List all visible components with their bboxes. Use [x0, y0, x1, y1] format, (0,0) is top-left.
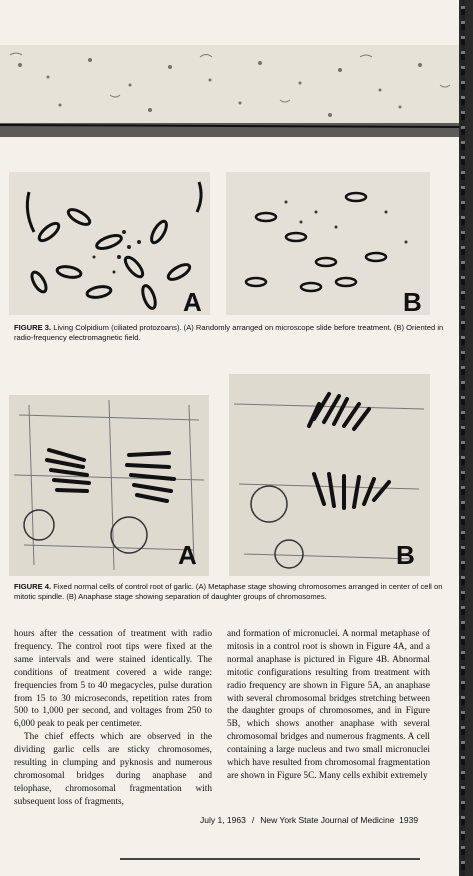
- body-right-column: [227, 628, 430, 783]
- figure3-panel-b-image: [226, 172, 430, 315]
- top-photo-strip: [0, 45, 459, 137]
- bottom-rule: [120, 858, 420, 860]
- figure3-caption-label: FIGURE 3.: [14, 323, 52, 332]
- left-paragraph-2: The chief effects which are observed in the dividing garlic cells are sticky chromosomes, resulting in clumping and pyknosis and numerous chromosomal bridges during anaphase and telophase, chromosomal fragmentation with subsequent loss of fragments,: [14, 732, 212, 807]
- page-footer: [200, 815, 418, 825]
- figure4-caption-label: FIGURE 4.: [14, 582, 52, 591]
- figure4-caption: [14, 582, 454, 601]
- footer-separator: /: [251, 815, 255, 825]
- figure4-panel-a-label: A: [178, 540, 197, 570]
- footer-journal: New York State Journal of Medicine: [260, 815, 395, 825]
- footer-date: July 1, 1963: [200, 815, 246, 825]
- page-edge-border: [459, 0, 473, 876]
- figure3-panel-b-label: B: [403, 287, 422, 317]
- figure4-caption-text: Fixed normal cells of control root of garlic. (A) Metaphase stage showing chromosomes arranged in center of cell on mitotic spindle. (B) Anaphase stage showing separation of daughter groups of chromosomes.: [14, 582, 443, 601]
- footer-page-number: 1939: [399, 815, 419, 825]
- figure3-caption-text: Living Colpidium (ciliated protozoans). (A) Randomly arranged on microscope slide before treatment. (B) Oriented in radio-frequency electromagnetic field.: [14, 323, 444, 342]
- figure3-caption: [14, 323, 454, 342]
- right-paragraph-1: and formation of micronuclei. A normal metaphase of mitosis in a control root is shown in Figure 4A, and a normal anaphase is pictured in Figure 4B. Abnormal mitotic configurations resulting from treatment with radio frequency are shown in Figure 5A, an anaphase with several chromosomal bridges stretching between the daughter groups of chromosomes, and in Figure 5B, which shows another anaphase with several chromosomal bridges and numerous fragments. A cell containing a large nucleus and two small micronuclei which have resulted from chromosomal fragmentation are shown in Figure 5C. Many cells exhibit extremely: [227, 629, 430, 781]
- figure3-panel-a-label: A: [183, 287, 202, 317]
- body-left-column: [14, 628, 212, 809]
- figure4-panel-b-label: B: [396, 540, 415, 570]
- figure3-panel-a-image: [9, 172, 210, 315]
- left-paragraph-1: hours after the cessation of treatment with radio frequency. The control root tips were fixed at the same intervals and were stained identically. The conditions of treatment covered a wide range: frequencies from 5 to 40 megacycles, pulse duration from 15 to 30 microseconds, repetition rates from 500 to 1,000 per second, and voltages from 250 to 6,000 peak to peak per centimeter.: [14, 629, 212, 730]
